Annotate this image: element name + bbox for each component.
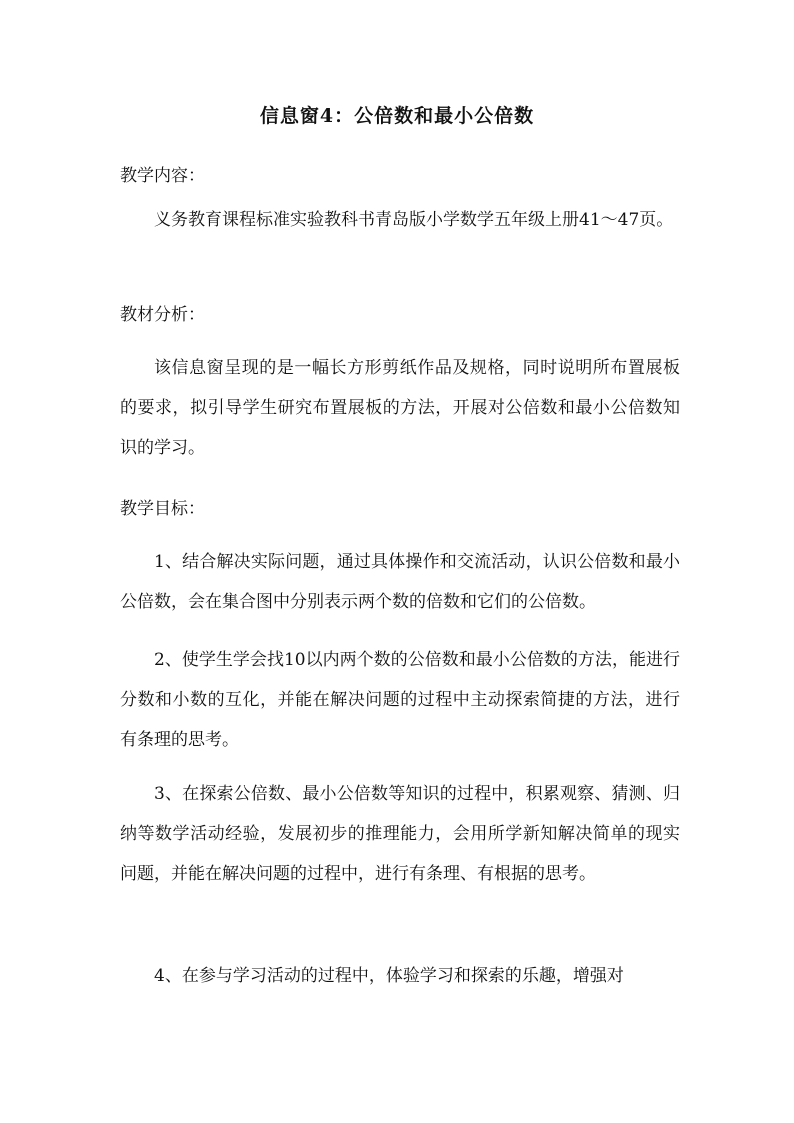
document-title: 信息窗4：公倍数和最小公倍数: [259, 105, 535, 127]
section-heading-goals: 教学目标：: [120, 499, 205, 519]
section-heading-content: 教学内容：: [120, 166, 205, 186]
goal-item-3: 3、在探索公倍数、最小公倍数等知识的过程中，积累观察、猜测、归纳等数学活动经验，发展初步的推理能力，会用所学新知解决简单的现实问题，并能在解决问题的过程中，进行有条理、有根据的思考。: [120, 784, 680, 884]
analysis-paragraph: 该信息窗呈现的是一幅长方形剪纸作品及规格，同时说明所布置展板的要求，拟引导学生研究布置展板的方法，开展对公倍数和最小公倍数知识的学习。: [120, 358, 680, 458]
goal-item-2: 2、使学生学会找10以内两个数的公倍数和最小公倍数的方法，能进行分数和小数的互化，并能在解决问题的过程中主动探索简捷的方法，进行有条理的思考。: [120, 650, 680, 750]
section-heading-analysis: 教材分析：: [120, 305, 205, 325]
goal-item-4: 4、在参与学习活动的过程中，体验学习和探索的乐趣，增强对: [154, 966, 624, 986]
content-paragraph: 义务教育课程标准实验教科书青岛版小学数学五年级上册41～47页。: [154, 210, 674, 230]
goal-item-1: 1、结合解决实际问题，通过具体操作和交流活动，认识公倍数和最小公倍数，会在集合图中分别表示两个数的倍数和它们的公倍数。: [120, 552, 680, 612]
